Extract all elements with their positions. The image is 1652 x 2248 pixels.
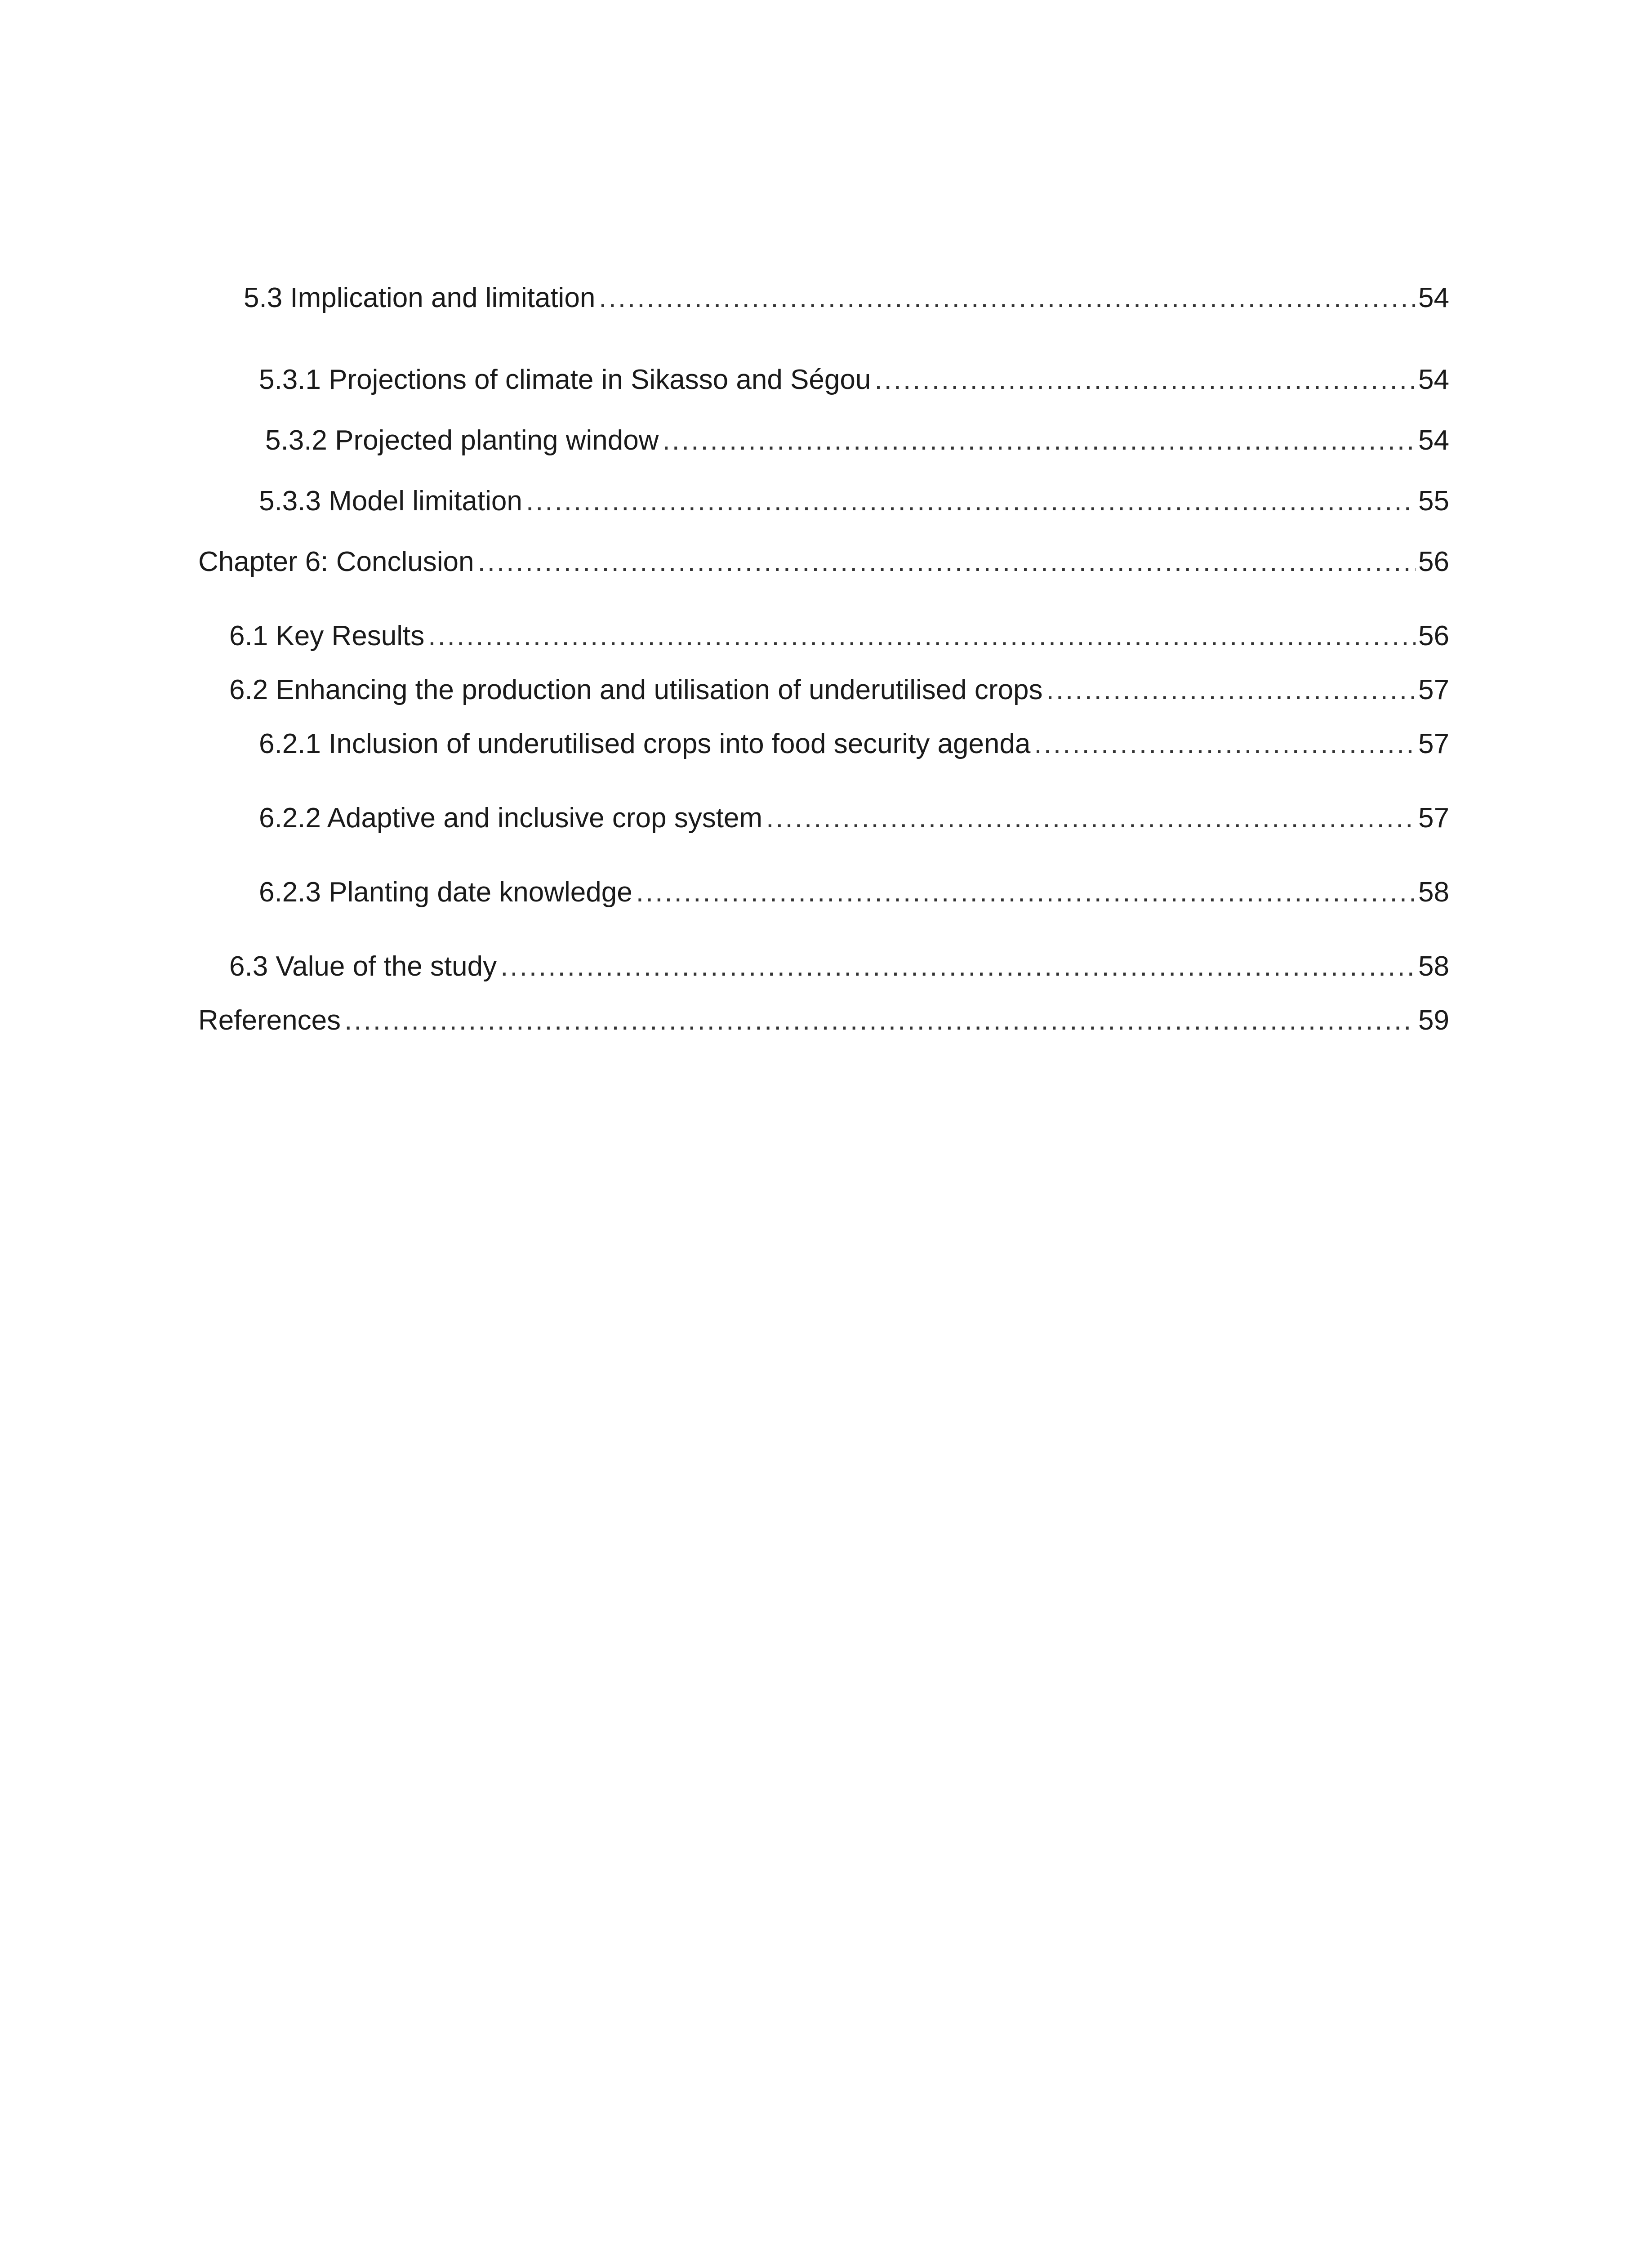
toc-entry — [265, 420, 1449, 461]
toc-dot-leader — [1034, 724, 1416, 764]
toc-entry-page: 57 — [1418, 803, 1449, 834]
toc-entry-title: 5.3.2 Projected planting window — [265, 425, 659, 456]
toc-dot-leader — [599, 278, 1416, 318]
toc-entry-title: References — [198, 1005, 341, 1036]
toc-entry-title: 6.2 Enhancing the production and utilisation of underutilised crops — [229, 674, 1043, 705]
toc-entry-title: 6.2.1 Inclusion of underutilised crops into food security agenda — [259, 728, 1031, 759]
toc-entry-page: 55 — [1418, 486, 1449, 517]
toc-dot-leader — [526, 481, 1416, 522]
toc-dot-leader — [766, 798, 1416, 839]
toc-entry-page: 58 — [1418, 877, 1449, 908]
toc-entry-page: 56 — [1418, 620, 1449, 651]
toc-entry-title: 5.3.3 Model limitation — [259, 486, 522, 517]
toc-entry — [198, 1000, 1449, 1041]
toc-dot-leader — [428, 616, 1416, 656]
toc-entry-title: 6.2.3 Planting date knowledge — [259, 877, 632, 908]
toc-entry — [229, 670, 1449, 710]
toc-entry-page: 54 — [1418, 282, 1449, 313]
toc-entry-title: 5.3.1 Projections of climate in Sikasso and Ségou — [259, 364, 871, 395]
toc-entry — [244, 278, 1449, 318]
toc-entry-page: 57 — [1418, 728, 1449, 759]
toc-entry-title: 6.2.2 Adaptive and inclusive crop system — [259, 803, 763, 834]
toc-entry-page: 58 — [1418, 951, 1449, 982]
toc-dot-leader — [662, 420, 1416, 461]
toc-entry-page: 56 — [1418, 546, 1449, 577]
toc-entry-title: 5.3 Implication and limitation — [244, 282, 596, 313]
toc-entry — [259, 360, 1449, 400]
toc-entry — [259, 872, 1449, 913]
toc-entry — [259, 481, 1449, 522]
toc-entry — [198, 542, 1449, 582]
toc-entry — [259, 724, 1449, 764]
toc-dot-leader — [636, 872, 1416, 913]
toc-dot-leader — [1046, 670, 1416, 710]
toc-dot-leader — [344, 1000, 1416, 1041]
toc-entry-page: 54 — [1418, 425, 1449, 456]
toc-entry-title: 6.3 Value of the study — [229, 951, 497, 982]
toc-dot-leader — [500, 946, 1416, 987]
toc-entry — [259, 798, 1449, 839]
toc-entry — [229, 616, 1449, 656]
toc-entry-title: Chapter 6: Conclusion — [198, 546, 474, 577]
toc-dot-leader — [477, 542, 1416, 582]
toc-dot-leader — [874, 360, 1416, 400]
toc-entry-page: 59 — [1418, 1005, 1449, 1036]
toc-entry — [229, 946, 1449, 987]
toc-entry-page: 57 — [1418, 674, 1449, 705]
toc-entry-title: 6.1 Key Results — [229, 620, 425, 651]
toc-entry-page: 54 — [1418, 364, 1449, 395]
